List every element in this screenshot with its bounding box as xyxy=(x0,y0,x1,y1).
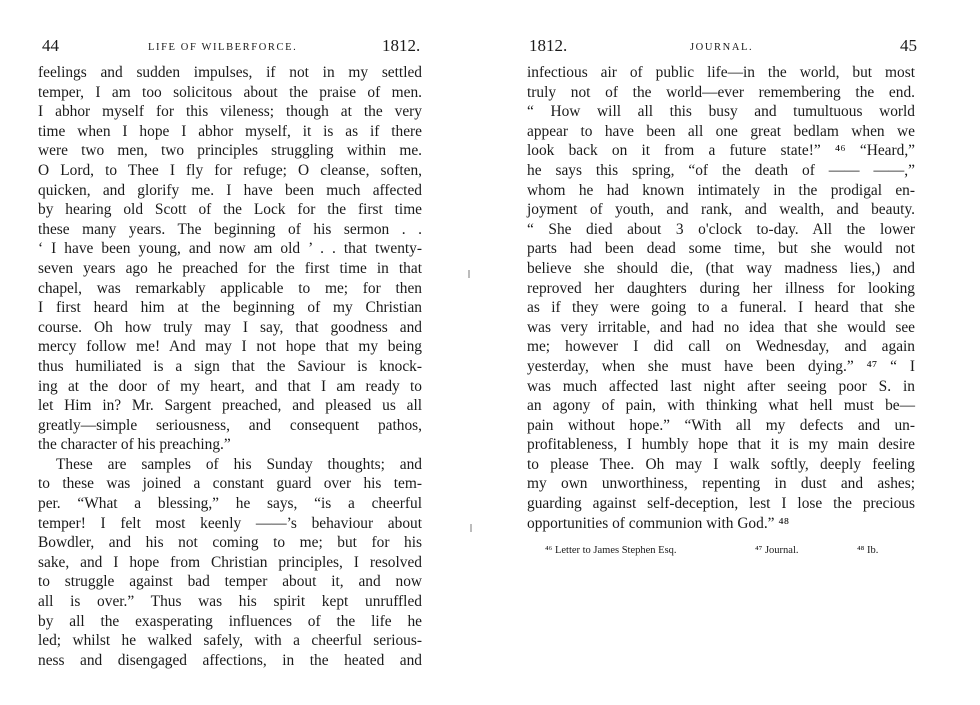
running-year: 1812. xyxy=(529,36,568,55)
text-line: time when I hope I abhor myself, it is as if there xyxy=(38,122,422,140)
text-line: by all the exasperating influences of the life he xyxy=(38,612,422,630)
text-line: look back on it from a future state!” ⁴⁶ “Heard,” xyxy=(527,142,915,160)
text-line: appear to have been all one great bedlam when we xyxy=(527,122,915,140)
page-number: 45 xyxy=(900,36,917,55)
text-line: an agony of pain, with thinking what hell must be— xyxy=(527,397,915,415)
text-line: per. “What a blessing,” he says, “is a cheerful xyxy=(38,495,422,513)
text-line: chapel, was remarkably applicable to me; for then xyxy=(38,279,422,297)
text-line: pain without hope.” “With all my defects and un- xyxy=(527,416,915,434)
text-line: joyment of youth, and rank, and wealth, and beauty. xyxy=(527,201,915,219)
left-page xyxy=(38,0,422,705)
text-line: ‘ I have been young, and now am old ’ . . that twenty- xyxy=(38,240,422,258)
text-line: quicken, and glorify me. I have been much affected xyxy=(38,181,422,199)
text-line: guarding against self-deception, lest I lose the precious xyxy=(527,495,915,513)
text-line: me; however I did call on Wednesday, and again xyxy=(527,338,915,356)
text-line: truly not of the world—ever remembering the end. xyxy=(527,83,915,101)
text-line: whom he had known intimately in the prodigal en- xyxy=(527,181,915,199)
text-line: I first heard him at the beginning of my Christian xyxy=(38,299,422,317)
text-line: temper! I felt most keenly ——’s behaviour about xyxy=(38,514,422,532)
text-line: to please Thee. Oh may I walk softly, deeply feeling xyxy=(527,455,915,473)
left-running-head xyxy=(38,36,422,56)
text-line: mercy follow me! And may I not hope that my being xyxy=(38,338,422,356)
text-line: ing at the door of my heart, and that I am ready to xyxy=(38,377,422,395)
text-line: reproved her daughters during her illness for looking xyxy=(527,279,915,297)
text-line: were two men, two principles struggling within me. xyxy=(38,142,422,160)
text-line: let Him in? Mr. Sargent preached, and pleased us all xyxy=(38,397,422,415)
text-line: to these was joined a constant guard over his tem- xyxy=(38,475,422,493)
text-line: all is over.” Thus was his spirit kept unruffled xyxy=(38,593,422,611)
text-line: my own unworthiness, repenting in dust and ashes; xyxy=(527,475,915,493)
paragraph-start-line: These are samples of his Sunday thoughts; and xyxy=(56,455,422,473)
text-line: he says this spring, “of the death of —— ——,” xyxy=(527,161,915,179)
text-line: believe she should die, (that way madness lies,) and xyxy=(527,259,915,277)
left-body-text xyxy=(38,63,422,670)
footnote: ⁴⁷ Journal. xyxy=(755,545,799,556)
text-line: was very irritable, and had no idea that she would see xyxy=(527,318,915,336)
running-title: LIFE OF WILBERFORCE. xyxy=(148,42,298,53)
text-line: “ How will all this busy and tumultuous world xyxy=(527,103,915,121)
text-line: infectious air of public life—in the world, but most xyxy=(527,64,915,81)
text-line: Bowdler, and his not coming to me; but for his xyxy=(38,534,422,552)
text-line: feelings and sudden impulses, if not in my settled xyxy=(38,64,422,81)
right-running-head xyxy=(527,36,915,56)
text-line: thus humiliated is a sign that the Saviour is knock- xyxy=(38,357,422,375)
right-page xyxy=(527,0,915,705)
text-line: yesterday, when she must have been dying.” ⁴⁷ “ I xyxy=(527,357,915,375)
footnote: ⁴⁸ Ib. xyxy=(857,545,879,556)
text-line: course. Oh how truly may I say, that goodness and xyxy=(38,318,422,336)
text-line: seven years ago he preached for the first time in that xyxy=(38,259,422,277)
text-line: profitableness, I humbly hope that it is my main desire xyxy=(527,436,915,454)
running-title: JOURNAL. xyxy=(690,42,754,53)
text-line: I abhor myself for this vileness; though at the very xyxy=(38,103,422,121)
text-line: by hearing old Scott of the Lock for the first time xyxy=(38,201,422,219)
footnote: ⁴⁶ Letter to James Stephen Esq. xyxy=(545,545,677,556)
text-line: was much affected last night after seeing poor S. in xyxy=(527,377,915,395)
running-year: 1812. xyxy=(382,36,421,55)
text-line: as if they were going to a funeral. I heard that she xyxy=(527,299,915,317)
text-line: led; whilst he walked safely, with a cheerful serious- xyxy=(38,632,422,650)
text-line: to struggle against bad temper about it, and now xyxy=(38,573,422,591)
text-line: parts had been dead some time, but she would not xyxy=(527,240,915,258)
paragraph-end-line: opportunities of communion with God.” ⁴⁸ xyxy=(527,514,790,532)
text-line: temper, I am too solicitous about the praise of men. xyxy=(38,83,422,101)
text-line: these many years. The beginning of his sermon . . xyxy=(38,220,422,238)
text-line: greatly—simple seriousness, and consequent pathos, xyxy=(38,416,422,434)
paragraph-end-line: the character of his preaching.” xyxy=(38,436,231,454)
text-line: O Lord, to Thee I fly for refuge; O cleanse, soften, xyxy=(38,161,422,179)
gutter-mark xyxy=(470,524,472,532)
text-line: ness and disengaged affections, in the heated and xyxy=(38,651,422,669)
page-number: 44 xyxy=(42,36,59,55)
text-line: sake, and I hope from Christian principles, I resolved xyxy=(38,553,422,571)
text-line: “ She died about 3 o'clock to-day. All the lower xyxy=(527,220,915,238)
gutter-mark xyxy=(468,270,470,278)
right-body-text xyxy=(527,63,915,533)
footnotes xyxy=(545,545,915,561)
